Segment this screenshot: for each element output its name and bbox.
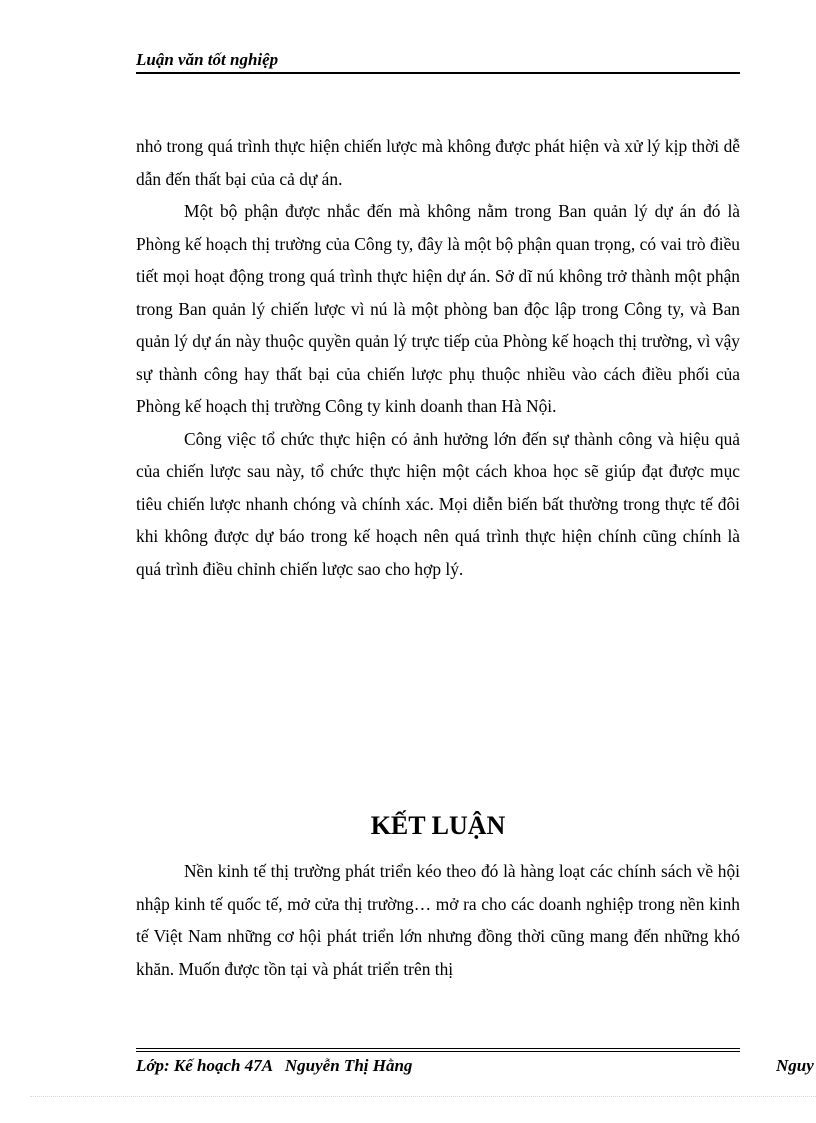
footer-left: Lớp: Kế hoạch 47A Nguyễn Thị Hằng bbox=[136, 1056, 413, 1075]
body-text bbox=[136, 130, 740, 585]
header-title: Luận văn tốt nghiệp bbox=[136, 50, 279, 69]
page-bottom-edge bbox=[30, 1096, 816, 1097]
footer-divider-double bbox=[136, 1051, 740, 1052]
paragraph-implementation: Công việc tổ chức thực hiện có ảnh hưởng lớn đến sự thành công và hiệu quả của chiến lược sau này, tổ chức thực hiện một cách khoa học sẽ giúp đạt được mục tiêu chiến lược nhanh chóng và chính xác. Mọi diễn biến bất thường trong thực tế đôi khi không được dự báo trong kế hoạch nên quá trình thực hiện chính cũng chính là quá trình điều chỉnh chiến lược sao cho hợp lý. bbox=[136, 428, 740, 579]
paragraph-continuation: nhỏ trong quá trình thực hiện chiến lược mà không được phát hiện và xử lý kịp thời dễ dẫn đến thất bại của cả dự án. bbox=[136, 136, 740, 189]
conclusion-section bbox=[136, 855, 740, 985]
footer-divider bbox=[136, 1048, 740, 1049]
paragraph-planning-department: Một bộ phận được nhắc đến mà không nằm trong Ban quản lý dự án đó là Phòng kế hoạch thị trường của Công ty, đây là một bộ phận quan trọng, có vai trò điều tiết mọi hoạt động trong quá trình thực hiện dự án. Sở dĩ nú không trở thành một phận trong Ban quản lý chiến lược vì nú là một phòng ban độc lập trong Công ty, và Ban quản lý dự án này thuộc quyền quản lý trực tiếp của Phòng kế hoạch thị trường, vì vậy sự thành công hay thất bại của chiến lược phụ thuộc nhiều vào cách điều phối của Phòng kế hoạch thị trường Công ty kinh doanh than Hà Nội. bbox=[136, 201, 740, 416]
conclusion-heading: KẾT LUẬN bbox=[370, 811, 506, 840]
footer-right: Nguy bbox=[776, 1056, 814, 1075]
conclusion-paragraph: Nền kinh tế thị trường phát triển kéo theo đó là hàng loạt các chính sách về hội nhập kinh tế quốc tế, mở cửa thị trường… mở ra cho các doanh nghiệp trong nền kinh tế Việt Nam những cơ hội phát triển lớn nhưng đồng thời cũng mang đến những khó khăn. Muốn được tồn tại và phát triển trên thị bbox=[136, 861, 740, 979]
page-header bbox=[136, 50, 740, 74]
